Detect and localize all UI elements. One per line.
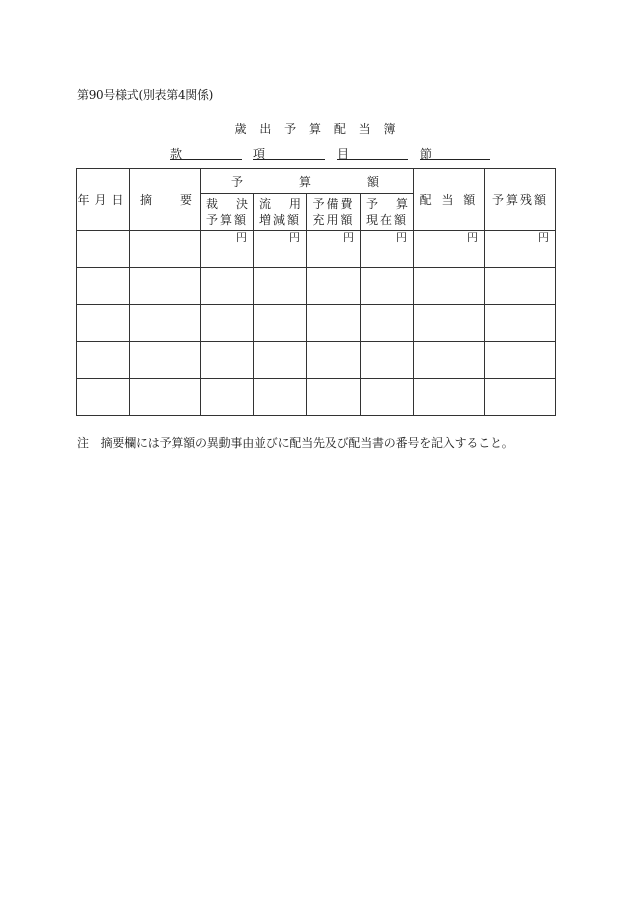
table-cell[interactable] bbox=[485, 305, 556, 342]
table-cell[interactable] bbox=[414, 379, 485, 416]
table-cell[interactable] bbox=[254, 379, 307, 416]
date-cell[interactable] bbox=[77, 231, 130, 268]
title-char: 出 bbox=[259, 122, 272, 136]
table-row bbox=[77, 305, 556, 342]
table-cell[interactable] bbox=[201, 305, 254, 342]
table-cell[interactable] bbox=[254, 342, 307, 379]
yen-unit[interactable]: 円 bbox=[254, 231, 307, 268]
table-cell[interactable] bbox=[254, 305, 307, 342]
table-cell[interactable] bbox=[130, 268, 201, 305]
table-cell[interactable] bbox=[130, 305, 201, 342]
table-cell[interactable] bbox=[485, 379, 556, 416]
title-char: 簿 bbox=[383, 122, 396, 136]
table-cell[interactable] bbox=[307, 305, 361, 342]
title-char: 配 bbox=[333, 122, 346, 136]
table-cell[interactable] bbox=[361, 379, 414, 416]
table-cell[interactable] bbox=[77, 268, 130, 305]
yen-unit[interactable]: 円 bbox=[485, 231, 556, 268]
table-cell[interactable] bbox=[361, 268, 414, 305]
table-cell[interactable] bbox=[201, 268, 254, 305]
table-cell[interactable] bbox=[201, 342, 254, 379]
remaining-budget-header: 予算残額 bbox=[485, 169, 556, 231]
summary-cell[interactable] bbox=[130, 231, 201, 268]
document-title bbox=[0, 120, 630, 137]
kou-field[interactable] bbox=[253, 145, 325, 160]
footnote: 注 摘要欄には予算額の異動事由並びに配当先及び配当書の番号を記入すること。 bbox=[77, 436, 514, 450]
table-cell[interactable] bbox=[485, 268, 556, 305]
kou-label: 項 bbox=[253, 147, 266, 161]
approved-budget-header: 裁 決 予算額 bbox=[201, 194, 254, 231]
table-row bbox=[77, 342, 556, 379]
title-char: 歳 bbox=[234, 122, 247, 136]
current-budget-header: 予 算 現在額 bbox=[361, 194, 414, 231]
setsu-label: 節 bbox=[420, 147, 433, 161]
setsu-field[interactable] bbox=[420, 145, 490, 160]
table-cell[interactable] bbox=[414, 268, 485, 305]
transfer-change-header: 流 用 増減額 bbox=[254, 194, 307, 231]
title-char: 予 bbox=[284, 122, 297, 136]
table-cell[interactable] bbox=[307, 379, 361, 416]
header-row bbox=[77, 169, 556, 194]
yen-unit[interactable]: 円 bbox=[307, 231, 361, 268]
moku-label: 目 bbox=[337, 147, 350, 161]
budget-allocation-table bbox=[76, 168, 556, 416]
table-cell[interactable] bbox=[77, 379, 130, 416]
table-cell[interactable] bbox=[201, 379, 254, 416]
table-cell[interactable] bbox=[414, 342, 485, 379]
reserve-fund-header: 予備費 充用額 bbox=[307, 194, 361, 231]
table-cell[interactable] bbox=[254, 268, 307, 305]
budget-amount-header: 予 算 額 bbox=[201, 169, 414, 194]
table-row bbox=[77, 231, 556, 268]
yen-unit[interactable]: 円 bbox=[201, 231, 254, 268]
kan-label: 款 bbox=[170, 147, 183, 161]
table-cell[interactable] bbox=[307, 342, 361, 379]
table-cell[interactable] bbox=[414, 305, 485, 342]
table-cell[interactable] bbox=[485, 342, 556, 379]
yen-unit[interactable]: 円 bbox=[361, 231, 414, 268]
title-char: 当 bbox=[358, 122, 371, 136]
table-cell[interactable] bbox=[130, 342, 201, 379]
yen-unit[interactable]: 円 bbox=[414, 231, 485, 268]
table-row bbox=[77, 379, 556, 416]
table-cell[interactable] bbox=[307, 268, 361, 305]
moku-field[interactable] bbox=[337, 145, 408, 160]
title-char: 算 bbox=[308, 122, 321, 136]
kan-field[interactable] bbox=[170, 145, 242, 160]
table-cell[interactable] bbox=[361, 305, 414, 342]
table-cell[interactable] bbox=[361, 342, 414, 379]
form-number: 第90号様式(別表第4関係) bbox=[77, 88, 214, 102]
table-cell[interactable] bbox=[130, 379, 201, 416]
date-header: 年月日 bbox=[77, 169, 130, 231]
table-cell[interactable] bbox=[77, 305, 130, 342]
table-row bbox=[77, 268, 556, 305]
allocation-header: 配 当 額 bbox=[414, 169, 485, 231]
table-cell[interactable] bbox=[77, 342, 130, 379]
summary-header: 摘 要 bbox=[130, 169, 201, 231]
